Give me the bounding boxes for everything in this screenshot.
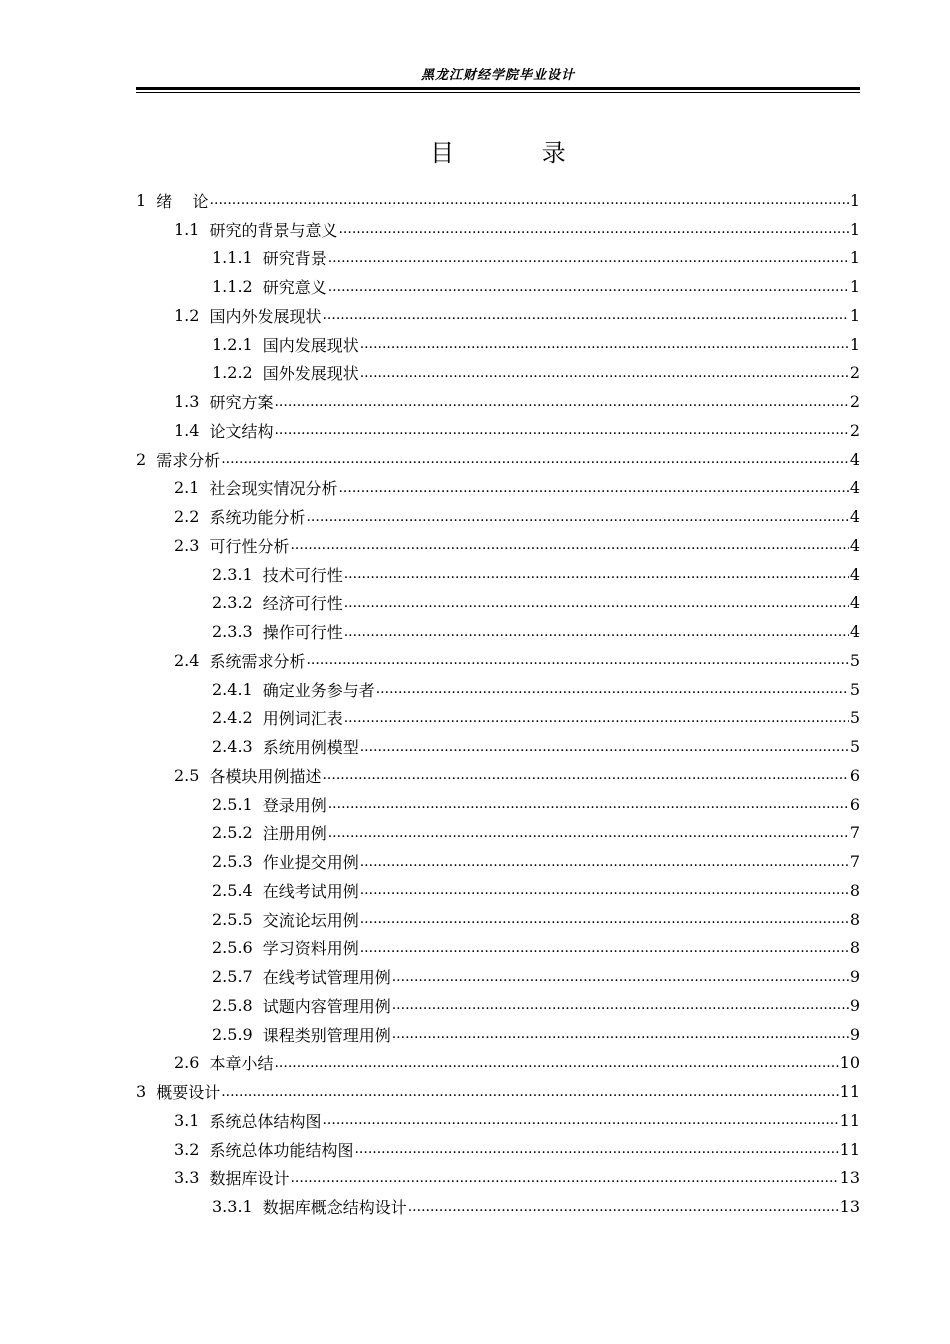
toc-entry-number: 1.3 (174, 392, 200, 412)
toc-leader-dots (338, 480, 848, 496)
toc-entry[interactable] (136, 704, 860, 733)
toc-entry-number: 3 (136, 1082, 147, 1102)
toc-entry-page: 8 (849, 909, 860, 929)
toc-entry-number: 2.5.2 (212, 823, 253, 843)
toc-entry-page: 5 (849, 650, 860, 670)
toc-entry-label: 交流论坛用例 (262, 910, 359, 930)
toc-entry-label: 课程类别管理用例 (262, 1025, 391, 1045)
toc-entry[interactable] (136, 1049, 860, 1078)
toc-entry-label: 研究方案 (209, 393, 274, 413)
toc-entry-number: 2.5.8 (212, 995, 253, 1015)
toc-entry-page: 1 (849, 277, 860, 297)
toc-leader-dots (306, 509, 848, 525)
toc-entry[interactable] (136, 1192, 860, 1221)
toc-entry-label: 在线考试用例 (262, 881, 359, 901)
toc-leader-dots (344, 624, 849, 640)
toc-entry[interactable] (136, 991, 860, 1020)
toc-entry-number: 3.3.1 (212, 1197, 253, 1217)
toc-entry-label: 本章小结 (209, 1054, 274, 1074)
toc-entry[interactable] (136, 560, 860, 589)
toc-entry-label: 用例词汇表 (262, 709, 343, 729)
toc-leader-dots (328, 279, 849, 295)
toc-entry-label: 数据库概念结构设计 (262, 1198, 407, 1218)
toc-entry-number: 2.5.7 (212, 967, 253, 987)
toc-entry-page: 1 (849, 334, 860, 354)
toc-entry-number: 2.3.3 (212, 622, 253, 642)
toc-leader-dots (306, 652, 848, 668)
toc-entry-page: 4 (849, 478, 860, 498)
toc-leader-dots (360, 854, 849, 870)
toc-entry-label: 研究背景 (262, 249, 327, 269)
toc-entry-page: 6 (849, 765, 860, 785)
toc-entry[interactable] (136, 387, 860, 416)
toc-entry-label: 试题内容管理用例 (262, 996, 391, 1016)
toc-entry-page: 8 (849, 938, 860, 958)
toc-entry-label: 概要设计 (156, 1083, 221, 1103)
toc-entry-page: 13 (839, 1197, 860, 1217)
toc-title: 目 录 (430, 139, 606, 167)
toc-leader-dots (392, 969, 849, 985)
toc-leader-dots (360, 882, 849, 898)
toc-entry[interactable] (136, 1020, 860, 1049)
toc-entry-label: 技术可行性 (262, 565, 343, 585)
toc-entry-label: 系统总体结构图 (209, 1111, 322, 1131)
toc-entry[interactable] (136, 761, 860, 790)
toc-leader-dots (322, 307, 848, 323)
toc-entry-page: 7 (849, 823, 860, 843)
toc-leader-dots (328, 796, 849, 812)
toc-entry-page: 5 (849, 679, 860, 699)
toc-entry[interactable] (136, 1077, 860, 1106)
toc-entry-number: 2.6 (174, 1053, 200, 1073)
toc-entry-label: 需求分析 (156, 450, 221, 470)
toc-leader-dots (344, 566, 849, 582)
toc-entry-number: 2.5.5 (212, 909, 253, 929)
toc-entry-number: 1.1.2 (212, 277, 253, 297)
toc-entry[interactable] (136, 531, 860, 560)
toc-entry-number: 1.2.2 (212, 363, 253, 383)
toc-entry-label: 系统需求分析 (209, 651, 306, 671)
toc-entry-page: 9 (849, 1024, 860, 1044)
toc-entry-page: 6 (849, 794, 860, 814)
toc-entry-number: 2.4.2 (212, 708, 253, 728)
toc-leader-dots (344, 595, 849, 611)
toc-entry-page: 4 (849, 449, 860, 469)
toc-entry-page: 11 (839, 1110, 860, 1130)
toc-entry-page: 1 (849, 305, 860, 325)
toc-entry[interactable] (136, 1164, 860, 1193)
toc-leader-dots (322, 767, 848, 783)
toc-entry[interactable] (136, 905, 860, 934)
toc-entry-number: 1.1 (174, 219, 200, 239)
toc-entry-page: 11 (839, 1082, 860, 1102)
toc-entry-number: 1.4 (174, 420, 200, 440)
toc-entry-page: 4 (849, 593, 860, 613)
toc-entry[interactable] (136, 1135, 860, 1164)
toc-entry-number: 2 (136, 449, 147, 469)
toc-entry-page: 7 (849, 852, 860, 872)
toc-leader-dots (360, 739, 849, 755)
toc-leader-dots (376, 681, 849, 697)
toc-entry-number: 2.5 (174, 765, 200, 785)
toc-leader-dots (354, 1141, 838, 1157)
toc-leader-dots (328, 825, 849, 841)
toc-entry[interactable] (136, 272, 860, 301)
toc-entry-page: 9 (849, 967, 860, 987)
toc-entry-number: 2.5.9 (212, 1024, 253, 1044)
toc-leader-dots (360, 365, 849, 381)
toc-entry-label: 国内外发展现状 (209, 306, 322, 326)
toc-entry[interactable] (136, 819, 860, 848)
toc-entry-label: 绪 论 (156, 191, 209, 211)
toc-leader-dots (290, 1170, 838, 1186)
toc-leader-dots (290, 537, 848, 553)
toc-entry[interactable] (136, 675, 860, 704)
toc-entry[interactable] (136, 244, 860, 273)
toc-leader-dots (274, 422, 848, 438)
toc-entry-label: 经济可行性 (262, 594, 343, 614)
toc-leader-dots (344, 710, 849, 726)
toc-entry-label: 系统总体功能结构图 (209, 1140, 354, 1160)
toc-entry[interactable] (136, 215, 860, 244)
toc-leader-dots (392, 1026, 849, 1042)
toc-entry-label: 在线考试管理用例 (262, 968, 391, 988)
toc-entry-label: 可行性分析 (209, 536, 290, 556)
toc-entry-page: 13 (839, 1168, 860, 1188)
toc-leader-dots (210, 192, 849, 208)
toc-entry-label: 系统功能分析 (209, 508, 306, 528)
header-rule-thick (136, 87, 860, 90)
toc-entry-page: 11 (839, 1139, 860, 1159)
toc-entry-number: 2.1 (174, 478, 200, 498)
toc-entry[interactable] (136, 847, 860, 876)
toc-entry-number: 1 (136, 190, 147, 210)
toc-entry-label: 社会现实情况分析 (209, 479, 338, 499)
toc-entry-label: 数据库设计 (209, 1169, 290, 1189)
toc-entry[interactable] (136, 474, 860, 503)
toc-entry[interactable] (136, 301, 860, 330)
header-rule-thin (136, 92, 860, 93)
toc-entry-number: 1.2.1 (212, 334, 253, 354)
toc-entry[interactable] (136, 646, 860, 675)
toc-entry-page: 9 (849, 995, 860, 1015)
toc-entry[interactable] (136, 934, 860, 963)
toc-entry-page: 1 (849, 219, 860, 239)
toc-entry-label: 研究的背景与意义 (209, 220, 338, 240)
toc-entry[interactable] (136, 445, 860, 474)
toc-entry-label: 作业提交用例 (262, 853, 359, 873)
toc-leader-dots (322, 1112, 838, 1128)
toc-entry-page: 1 (849, 248, 860, 268)
toc-entry-page: 10 (839, 1053, 860, 1073)
toc-entry-label: 论文结构 (209, 421, 274, 441)
toc-entry-page: 4 (849, 507, 860, 527)
toc-entry[interactable] (136, 617, 860, 646)
toc-leader-dots (360, 336, 849, 352)
toc-entry[interactable] (136, 589, 860, 618)
toc-entry-number: 2.3.2 (212, 593, 253, 613)
table-of-contents (136, 186, 860, 1221)
toc-entry-page: 5 (849, 708, 860, 728)
toc-entry-number: 2.5.6 (212, 938, 253, 958)
toc-entry[interactable] (136, 359, 860, 388)
toc-entry-page: 1 (849, 190, 860, 210)
toc-entry[interactable] (136, 186, 860, 215)
toc-entry-label: 系统用例模型 (262, 738, 359, 758)
toc-leader-dots (221, 1084, 838, 1100)
toc-entry-label: 国外发展现状 (262, 364, 359, 384)
toc-leader-dots (338, 221, 848, 237)
toc-leader-dots (221, 451, 849, 467)
toc-leader-dots (408, 1199, 839, 1215)
toc-entry-number: 2.3 (174, 535, 200, 555)
toc-entry[interactable] (136, 330, 860, 359)
toc-entry-label: 各模块用例描述 (209, 766, 322, 786)
toc-leader-dots (360, 940, 849, 956)
toc-entry-page: 4 (849, 622, 860, 642)
toc-entry-page: 2 (849, 363, 860, 383)
toc-leader-dots (328, 250, 849, 266)
toc-entry-number: 2.5.4 (212, 880, 253, 900)
toc-entry[interactable] (136, 732, 860, 761)
toc-entry-page: 4 (849, 535, 860, 555)
toc-leader-dots (274, 1055, 838, 1071)
toc-entry-label: 注册用例 (262, 824, 327, 844)
toc-entry[interactable] (136, 1106, 860, 1135)
toc-entry[interactable] (136, 876, 860, 905)
toc-entry[interactable] (136, 962, 860, 991)
toc-entry-page: 2 (849, 420, 860, 440)
toc-entry-label: 操作可行性 (262, 623, 343, 643)
toc-entry-page: 2 (849, 392, 860, 412)
toc-entry-number: 2.5.3 (212, 852, 253, 872)
toc-entry-number: 2.3.1 (212, 564, 253, 584)
toc-entry-page: 8 (849, 880, 860, 900)
toc-entry-number: 1.1.1 (212, 248, 253, 268)
page-header: 黑龙江财经学院毕业设计 (420, 68, 575, 83)
toc-entry[interactable] (136, 790, 860, 819)
toc-entry-label: 登录用例 (262, 795, 327, 815)
toc-entry[interactable] (136, 416, 860, 445)
toc-entry-number: 1.2 (174, 305, 200, 325)
toc-entry-number: 2.4.3 (212, 737, 253, 757)
toc-entry-label: 学习资料用例 (262, 939, 359, 959)
toc-entry-label: 研究意义 (262, 278, 327, 298)
toc-leader-dots (392, 997, 849, 1013)
toc-entry-page: 5 (849, 737, 860, 757)
toc-entry-label: 确定业务参与者 (262, 680, 375, 700)
toc-entry-page: 4 (849, 564, 860, 584)
toc-entry-number: 2.4.1 (212, 679, 253, 699)
toc-entry-number: 3.3 (174, 1168, 200, 1188)
toc-entry-number: 3.2 (174, 1139, 200, 1159)
toc-entry[interactable] (136, 502, 860, 531)
toc-entry-label: 国内发展现状 (262, 335, 359, 355)
toc-leader-dots (274, 394, 848, 410)
toc-leader-dots (360, 911, 849, 927)
toc-entry-number: 2.4 (174, 650, 200, 670)
toc-entry-number: 2.5.1 (212, 794, 253, 814)
toc-entry-number: 3.1 (174, 1110, 200, 1130)
toc-entry-number: 2.2 (174, 507, 200, 527)
